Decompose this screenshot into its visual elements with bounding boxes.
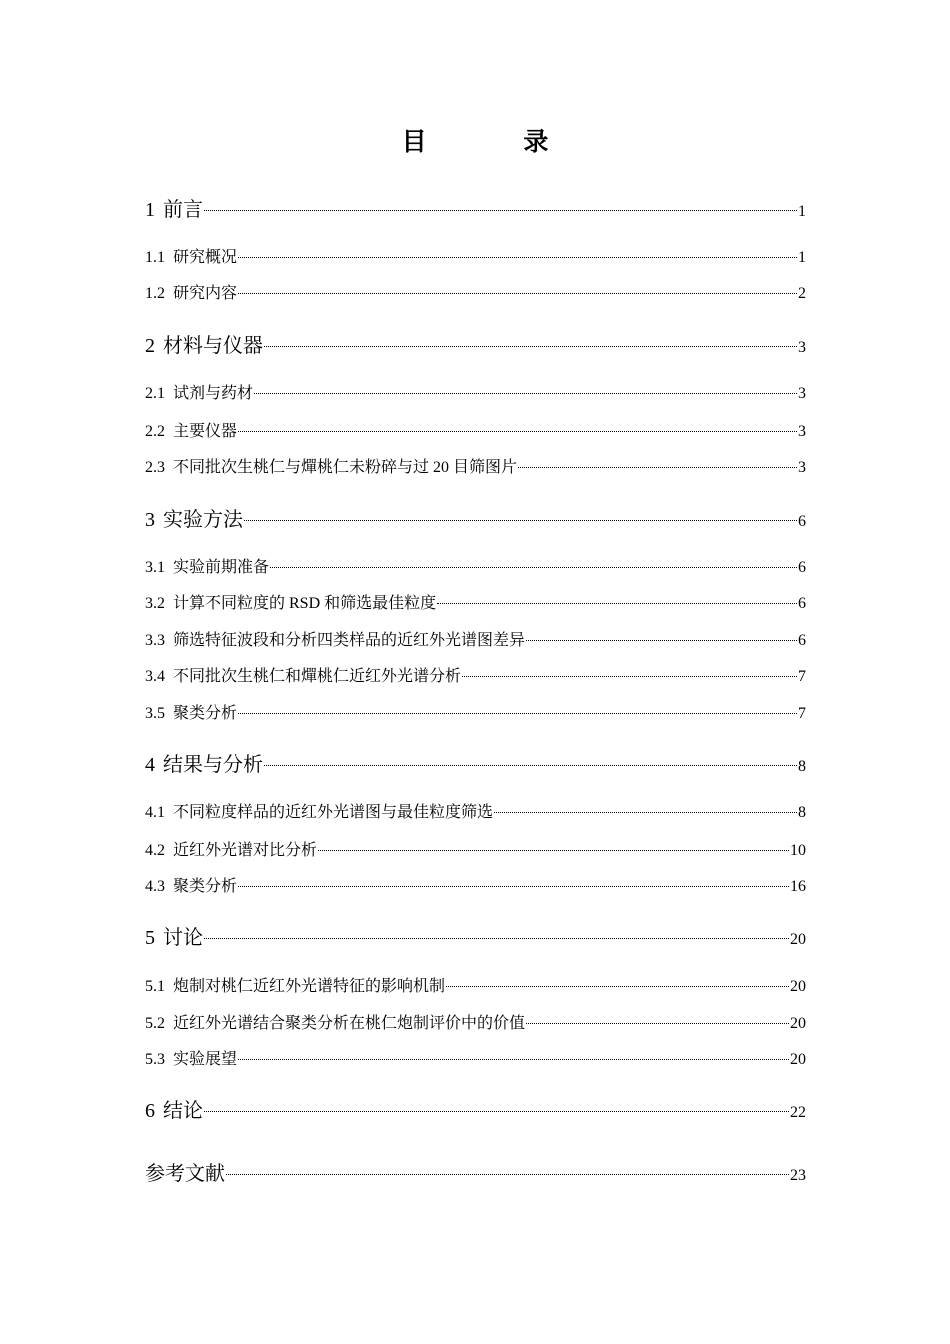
toc-entry-number: 3.5 [145, 705, 165, 722]
toc-entry-label [145, 748, 263, 777]
toc-entry[interactable] [145, 921, 806, 951]
dot-leader [238, 712, 797, 714]
toc-entry-page: 20 [790, 978, 806, 995]
toc-entry-text: 不同批次生桃仁与燀桃仁未粉碎与过 20 目筛图片 [173, 459, 518, 476]
toc-entry-number: 3.4 [145, 668, 165, 685]
toc-entry-page: 16 [790, 878, 806, 895]
toc-entry-label [145, 193, 203, 222]
toc-entry-number: 4.2 [145, 842, 165, 859]
toc-entry-number: 3.3 [145, 632, 165, 649]
toc-entry-number: 3.1 [145, 559, 165, 576]
toc-entry[interactable] [145, 1157, 806, 1187]
toc-entry-page: 6 [798, 513, 806, 530]
toc-entry-label [145, 627, 525, 650]
toc-entry-page: 23 [790, 1167, 806, 1184]
toc-entry-text: 近红外光谱对比分析 [173, 842, 318, 859]
dot-leader [270, 566, 797, 568]
toc-entry-number: 5.3 [145, 1051, 165, 1068]
toc-entry-page: 8 [798, 758, 806, 775]
dot-leader [238, 1058, 789, 1060]
toc-entry[interactable] [145, 1046, 806, 1070]
toc-entry-text: 炮制对桃仁近红外光谱特征的影响机制 [173, 978, 446, 995]
toc-entry-number: 4.3 [145, 878, 165, 895]
toc-entry-number: 5 [145, 927, 155, 949]
toc-entry-text: 主要仪器 [173, 423, 238, 440]
toc-entry-label [145, 663, 461, 686]
toc-entry-text: 讨论 [163, 927, 203, 949]
toc-entry-text: 研究内容 [173, 285, 238, 302]
dot-leader [437, 602, 797, 604]
toc-entry-number: 5.1 [145, 978, 165, 995]
toc-entry-page: 1 [798, 249, 806, 266]
dot-leader [238, 430, 797, 432]
toc-entry-page: 7 [798, 668, 806, 685]
toc-entry-number: 4 [145, 754, 155, 776]
toc-entry[interactable] [145, 663, 806, 687]
toc-entry[interactable] [145, 1094, 806, 1124]
toc-entry-text: 不同批次生桃仁和燀桃仁近红外光谱分析 [173, 668, 462, 685]
dot-leader [254, 392, 797, 394]
toc-entry[interactable] [145, 1010, 806, 1034]
toc-entry[interactable] [145, 799, 806, 823]
toc-entry-page: 3 [798, 423, 806, 440]
toc-entry-page: 22 [790, 1104, 806, 1121]
dot-leader [204, 937, 789, 939]
toc-entry[interactable] [145, 837, 806, 861]
toc-entry-number: 2 [145, 335, 155, 357]
dot-leader [244, 519, 797, 521]
dot-leader [204, 1110, 789, 1112]
toc-entry[interactable] [145, 700, 806, 724]
toc-entry-page: 3 [798, 459, 806, 476]
dot-leader [518, 466, 797, 468]
toc-entry-label [145, 1046, 237, 1069]
toc-entry[interactable] [145, 627, 806, 651]
toc-entry-number: 1 [145, 199, 155, 221]
toc-entry-text: 计算不同粒度的 RSD 和筛选最佳粒度 [173, 595, 437, 612]
toc-entry-number: 1.2 [145, 285, 165, 302]
toc-entry-text: 实验方法 [163, 509, 243, 531]
toc-entry-label [145, 280, 237, 303]
toc-entry-page: 20 [790, 1015, 806, 1032]
dot-leader [318, 849, 789, 851]
toc-entry-label [145, 799, 493, 822]
toc-entry-text: 试剂与药材 [173, 385, 254, 402]
toc-entry[interactable] [145, 748, 806, 778]
toc-entry-text: 实验展望 [173, 1051, 238, 1068]
toc-entry-number: 4.1 [145, 804, 165, 821]
toc-entry[interactable] [145, 590, 806, 614]
toc-entry-label [145, 1157, 225, 1186]
toc-entry-text: 结论 [163, 1100, 203, 1122]
toc-entry-text: 参考文献 [145, 1163, 225, 1185]
dot-leader [238, 256, 797, 258]
toc-entry-page: 6 [798, 632, 806, 649]
toc-entry-page: 8 [798, 804, 806, 821]
dot-leader [226, 1173, 789, 1175]
toc-entry-label [145, 700, 237, 723]
toc-entry-label [145, 837, 317, 860]
toc-entry-page: 6 [798, 559, 806, 576]
dot-leader [264, 764, 797, 766]
toc-entry-number: 3.2 [145, 595, 165, 612]
dot-leader [204, 209, 797, 211]
toc-entry[interactable] [145, 244, 806, 268]
toc-entry-label [145, 244, 237, 267]
toc-entry-label [145, 973, 445, 996]
toc-entry-page: 20 [790, 1051, 806, 1068]
dot-leader [462, 675, 797, 677]
toc-entry-page: 2 [798, 285, 806, 302]
toc-entry-label [145, 1010, 525, 1033]
toc-entry-number: 5.2 [145, 1015, 165, 1032]
toc-entry-label [145, 590, 436, 613]
toc-entry-text: 聚类分析 [173, 878, 238, 895]
dot-leader [238, 292, 797, 294]
toc-entry[interactable] [145, 503, 806, 533]
toc-entry-label [145, 1094, 203, 1123]
dot-leader [264, 345, 797, 347]
toc-entry-text: 筛选特征波段和分析四类样品的近红外光谱图差异 [173, 632, 526, 649]
toc-entry-number: 2.3 [145, 459, 165, 476]
toc-entry-number: 3 [145, 509, 155, 531]
toc-entry-page: 3 [798, 339, 806, 356]
toc-entry-text: 实验前期准备 [173, 559, 270, 576]
toc-entry-label [145, 418, 237, 441]
toc-entry[interactable] [145, 380, 806, 404]
toc-entry-page: 20 [790, 931, 806, 948]
toc-entry-page: 7 [798, 705, 806, 722]
toc-entry-label [145, 380, 253, 403]
dot-leader [526, 639, 797, 641]
toc-entry-label [145, 503, 243, 532]
toc-entry-text: 聚类分析 [173, 705, 238, 722]
dot-leader [446, 985, 789, 987]
toc-entry[interactable] [145, 280, 806, 304]
toc-entry-label [145, 921, 203, 950]
toc-entry[interactable] [145, 873, 806, 897]
toc-entry-number: 1.1 [145, 249, 165, 266]
toc-entry-page: 10 [790, 842, 806, 859]
toc-entry-label [145, 454, 517, 477]
toc-entry-page: 3 [798, 385, 806, 402]
toc-entry-text: 近红外光谱结合聚类分析在桃仁炮制评价中的价值 [173, 1015, 526, 1032]
toc-entry-text: 研究概况 [173, 249, 238, 266]
dot-leader [494, 811, 797, 813]
toc-entry-text: 不同粒度样品的近红外光谱图与最佳粒度筛选 [173, 804, 494, 821]
toc-entry-text: 材料与仪器 [163, 335, 263, 357]
toc-entry[interactable] [145, 973, 806, 997]
dot-leader [238, 885, 789, 887]
dot-leader [526, 1022, 789, 1024]
toc-entry-text: 结果与分析 [163, 754, 263, 776]
toc-entry-label [145, 329, 263, 358]
toc-entry[interactable] [145, 193, 806, 223]
toc-entry-label [145, 554, 269, 577]
toc-entry-page: 1 [798, 203, 806, 220]
toc-entry-text: 前言 [163, 199, 203, 221]
toc-entry[interactable] [145, 329, 806, 359]
toc-entry[interactable] [145, 454, 806, 478]
toc-entry[interactable] [145, 554, 806, 578]
page-title: 目 录 [401, 127, 593, 156]
toc-entry[interactable] [145, 418, 806, 442]
toc-entry-label [145, 873, 237, 896]
toc-entry-number: 2.2 [145, 423, 165, 440]
toc-entry-page: 6 [798, 595, 806, 612]
toc-entry-number: 2.1 [145, 385, 165, 402]
toc-entry-number: 6 [145, 1100, 155, 1122]
